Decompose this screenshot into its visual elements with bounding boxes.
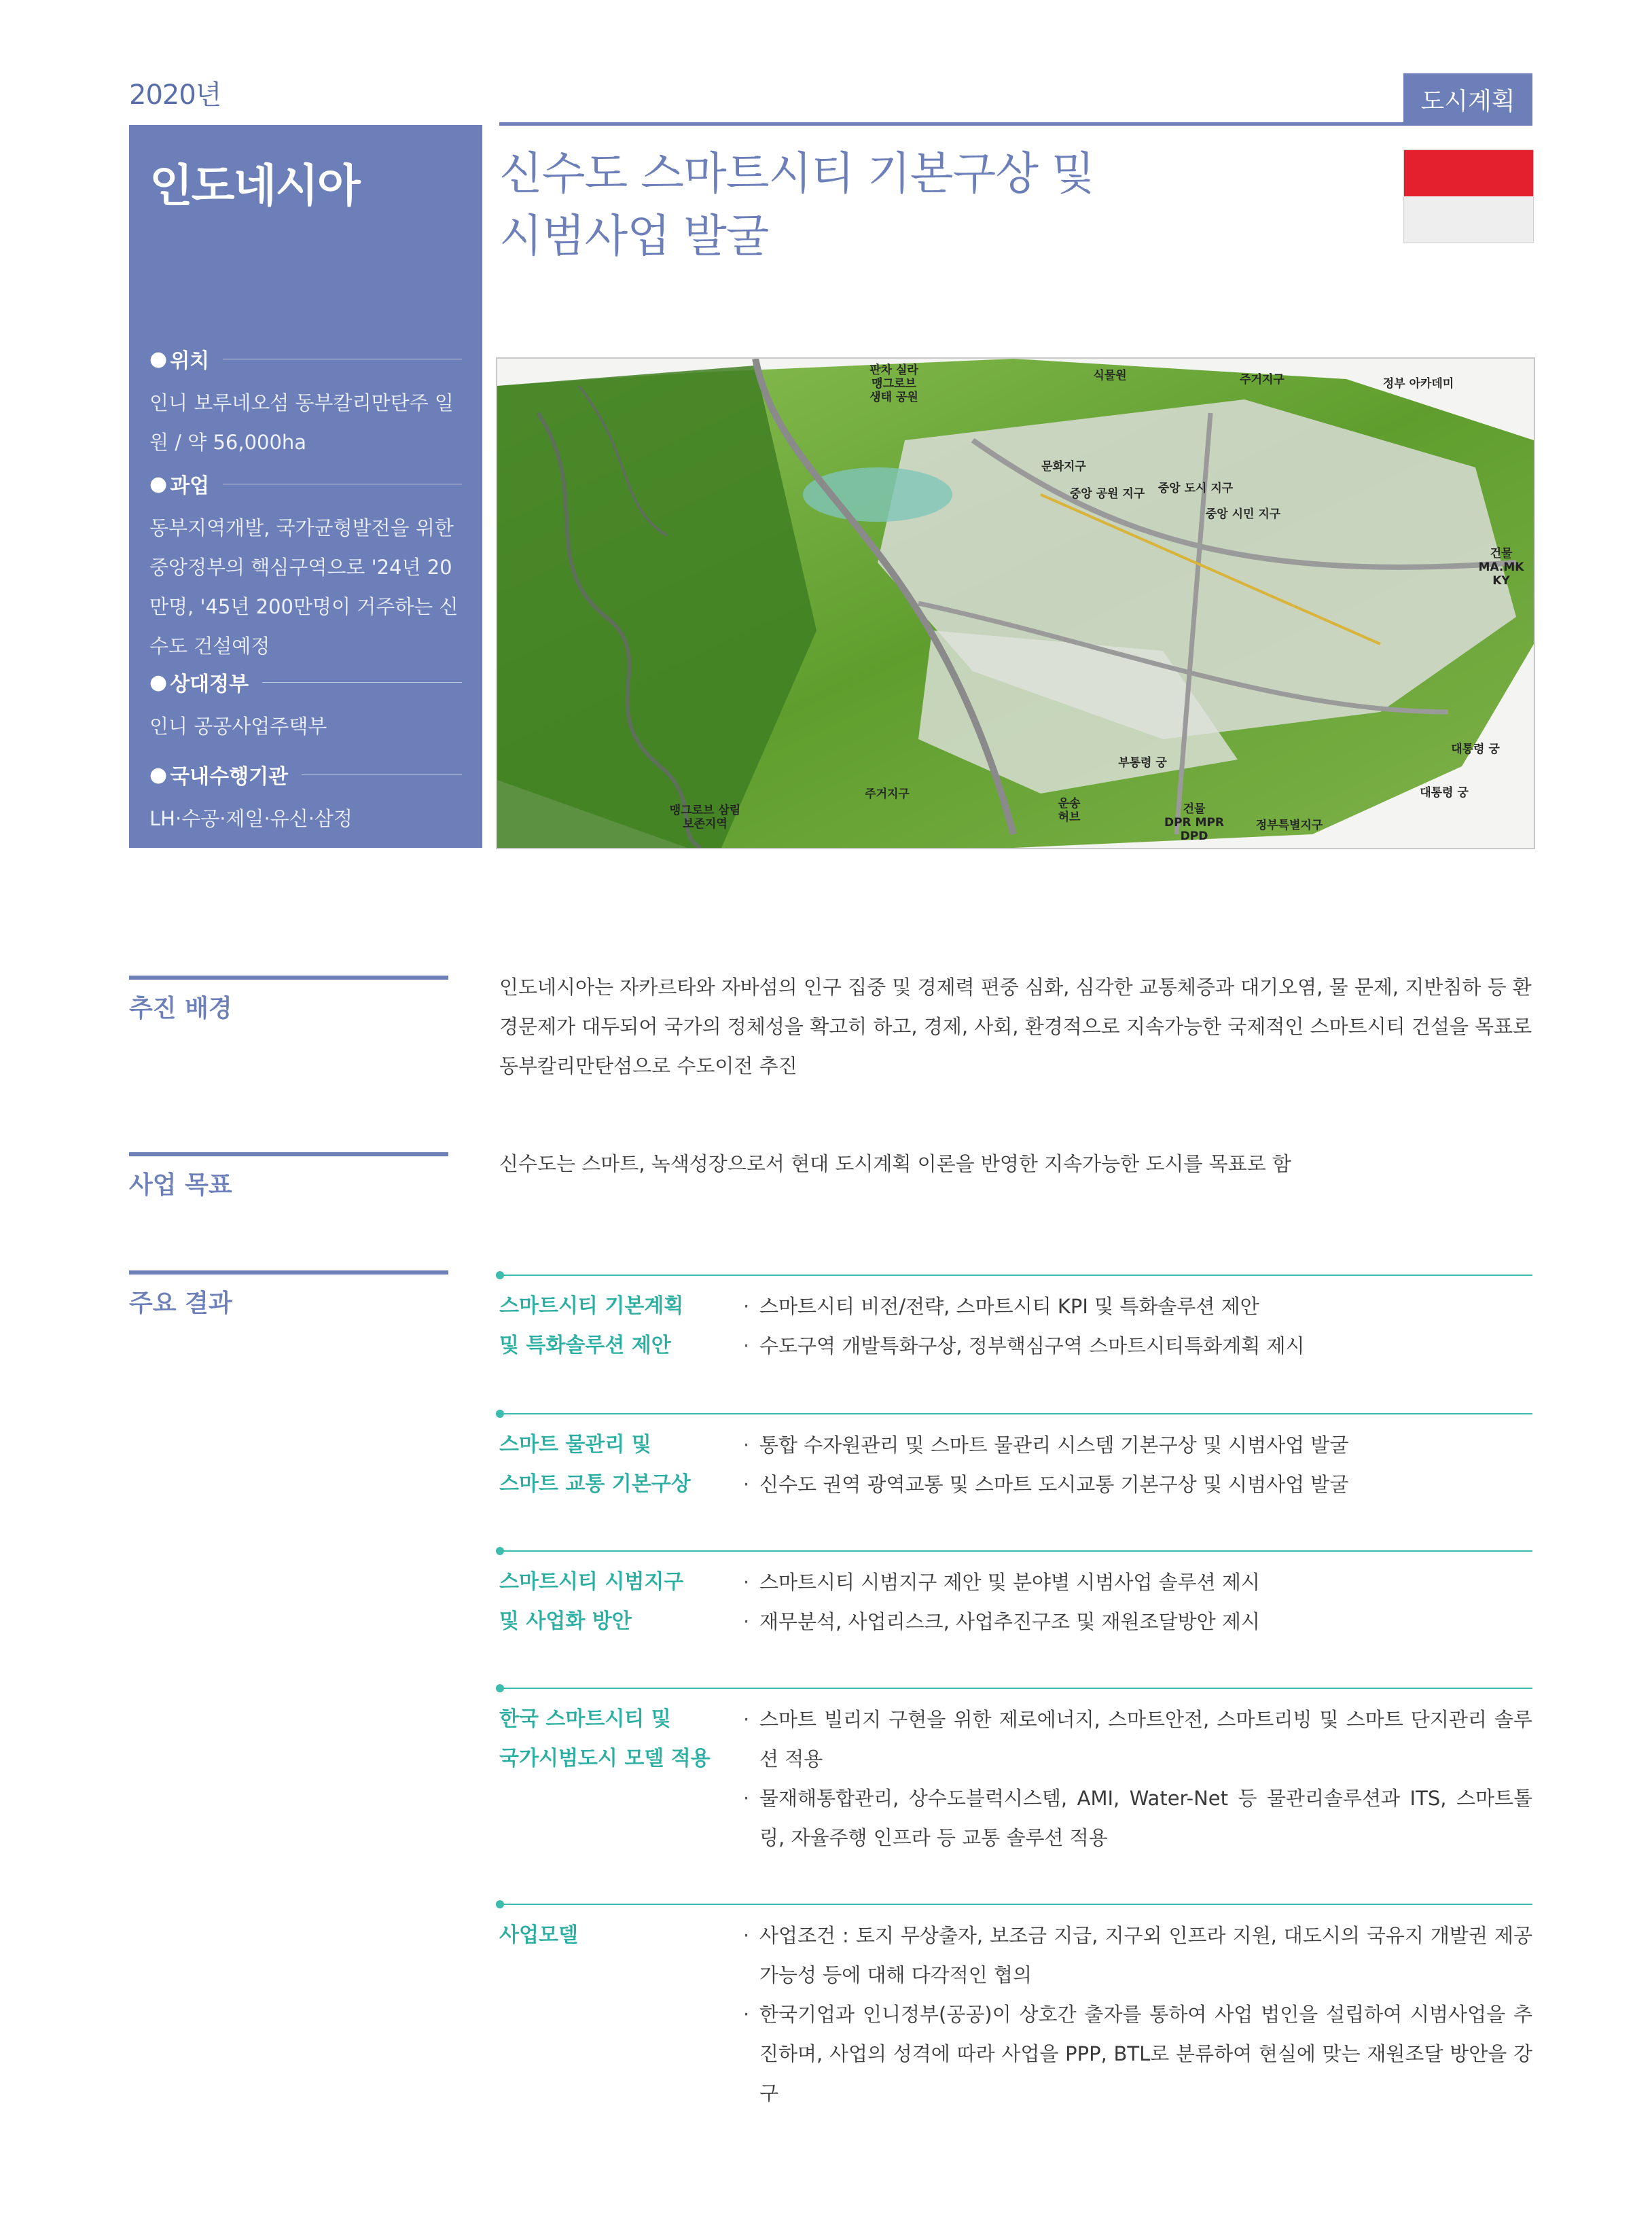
indonesia-flag-icon [1403, 149, 1534, 243]
map-label-building-dpr: 건물 [1183, 802, 1206, 816]
map-label-mangrove-park: 생태 공원 [869, 391, 918, 404]
category-tag: 도시계획 [1403, 73, 1532, 125]
section-bar [129, 976, 448, 980]
bullet-item: · 사업조건 : 토지 무상출자, 보조금 지급, 지구외 인프라 지원, 대도시의 국유지 개발권 제공 가능성 등에 대해 다각적인 협의 [740, 1916, 1532, 1995]
result-title: 스마트시티 시범지구 및 사업화 방안 [499, 1570, 684, 1633]
info-label: 위치 [170, 349, 210, 373]
result-divider [499, 1413, 1532, 1414]
info-location: ● 위치 인니 보루네오섬 동부칼리만탄주 일원 / 약 56,000ha [149, 344, 462, 462]
bullet-item: · 스마트 빌리지 구현을 위한 제로에너지, 스마트안전, 스마트리빙 및 스마트 단지관리 솔루션 적용 [740, 1700, 1532, 1779]
master-plan-map [496, 357, 1535, 849]
map-label-residential-north: 주거지구 [1240, 373, 1285, 387]
info-text: 인니 공공사업주택부 [149, 715, 327, 738]
info-text: 동부지역개발, 국가균형발전을 위한 중앙정부의 핵심구역으로 '24년 20만명, '45년 200만명이 거주하는 신수도 건설예정 [149, 516, 459, 658]
map-label-building-mk: KY [1492, 574, 1510, 588]
goal-text: 신수도는 스마트, 녹색성장으로서 현대 도시계획 이론을 반영한 지속가능한 도시를 목표로 함 [499, 1152, 1291, 1175]
section-bar [129, 1270, 448, 1275]
bullet-item: · 신수도 권역 광역교통 및 스마트 도시교통 기본구상 및 시범사업 발굴 [740, 1465, 1532, 1504]
result-title: 스마트시티 기본계획 및 특화솔루션 제안 [499, 1294, 684, 1357]
map-label-building-dpr: DPR MPR [1164, 816, 1225, 830]
map-label-mangrove-forest: 보존지역 [683, 817, 728, 831]
map-label-palace-2: 대통령 궁 [1420, 786, 1469, 800]
bullet-item: · 재무분석, 사업리스크, 사업추진구조 및 재원조달방안 제시 [740, 1602, 1532, 1641]
result-title: 스마트 물관리 및 스마트 교통 기본구상 [499, 1433, 691, 1496]
bullet-item: · 스마트시티 시범지구 제안 및 분야별 시범사업 솔루션 제시 [740, 1563, 1532, 1602]
side-info-panel [129, 125, 482, 848]
bullet-item: · 통합 수자원관리 및 스마트 물관리 시스템 기본구상 및 시범사업 발굴 [740, 1425, 1532, 1465]
year-label: 2020년 [129, 79, 221, 111]
section-title-results: 주요 결과 [129, 1289, 232, 1317]
info-partner-gov: ● 상대정부 인니 공공사업주택부 [149, 667, 462, 746]
map-label-central-city: 중앙 도시 지구 [1157, 482, 1234, 495]
map-label-mangrove-forest: 맹그로브 삼림 [669, 804, 741, 817]
title-rule [499, 122, 1532, 126]
bullet-item: · 한국기업과 인니정부(공공)이 상호간 출자를 통하여 사업 법인을 설립하여 시범사업을 추진하며, 사업의 성격에 따라 사업을 PPP, BTL로 분류하여 현실에 맞는 재원조달 방안을 강구 [740, 1995, 1532, 2113]
section-title-background: 추진 배경 [129, 995, 232, 1022]
map-label-palace-1: 대통령 궁 [1451, 743, 1500, 756]
result-title: 한국 스마트시티 및 국가시범도시 모델 적용 [499, 1707, 711, 1770]
map-label-building-dpr: DPD [1180, 830, 1208, 843]
result-bullets [740, 1700, 1532, 1857]
map-label-gov-academy: 정부 아카데미 [1382, 377, 1454, 391]
result-title: 사업모델 [499, 1923, 578, 1947]
project-title [499, 143, 1094, 268]
result-bullets [740, 1287, 1532, 1366]
result-divider [499, 1688, 1532, 1689]
map-label-building-mk: MA.MK [1478, 560, 1524, 574]
info-text: LH·수공·제일·유신·삼정 [149, 807, 353, 830]
info-label: 국내수행기관 [170, 765, 289, 789]
map-label-gov-special: 정부특별지구 [1255, 819, 1323, 832]
map-label-building-mk: 건물 [1490, 547, 1513, 560]
bullet-item: · 스마트시티 비전/전략, 스마트시티 KPI 및 특화솔루션 제안 [740, 1287, 1532, 1326]
project-title-line2: 시범사업 발굴 [499, 210, 769, 262]
map-label-transit: 허브 [1058, 810, 1081, 824]
map-label-botanical: 식물원 [1093, 369, 1127, 382]
map-label-central-park: 중앙 공원 지구 [1069, 487, 1145, 501]
background-text: 인도네시아는 자카르타와 자바섬의 인구 집중 및 경제력 편중 심화, 심각한 교통체증과 대기오염, 물 문제, 지반침하 등 환경문제가 대두되어 국가의 정체성을 확고히 하고, 경제, 사회, 환경적으로 지속가능한 국제적인 스마트시티 건설을 목표로 동부칼리만탄섬으로 수도이전 추진 [499, 976, 1532, 1077]
result-divider [499, 1275, 1532, 1276]
info-domestic-agency: ● 국내수행기관 LH·수공·제일·유신·삼정 [149, 760, 462, 838]
result-bullets [740, 1563, 1532, 1641]
bullet-item: · 수도구역 개발특화구상, 정부핵심구역 스마트시티특화계획 제시 [740, 1326, 1532, 1366]
country-name: 인도네시아 [149, 160, 359, 212]
map-label-mangrove-park: 판차 실라 [869, 363, 918, 377]
info-label: 과업 [170, 474, 210, 498]
map-label-residential-south: 주거지구 [865, 787, 910, 801]
map-label-mangrove-park: 맹그로브 [872, 377, 916, 391]
map-illustration [497, 359, 1534, 848]
section-bar [129, 1152, 448, 1156]
result-bullets [740, 1425, 1532, 1504]
info-text: 인니 보루네오섬 동부칼리만탄주 일원 / 약 56,000ha [149, 391, 454, 454]
map-label-transit: 운송 [1058, 797, 1081, 810]
info-task: ● 과업 동부지역개발, 국가균형발전을 위한 중앙정부의 핵심구역으로 '24년 20만명, '45년 200만명이 거주하는 신수도 건설예정 [149, 469, 462, 666]
map-label-culture: 문화지구 [1041, 460, 1086, 474]
result-divider [499, 1904, 1532, 1905]
project-title-line1: 신수도 스마트시티 기본구상 및 [499, 147, 1094, 200]
result-bullets [740, 1916, 1532, 2113]
section-title-goal: 사업 목표 [129, 1171, 232, 1199]
info-label: 상대정부 [170, 673, 249, 696]
result-divider [499, 1550, 1532, 1552]
map-label-vice-palace: 부통령 궁 [1118, 756, 1167, 770]
bullet-item: · 물재해통합관리, 상수도블럭시스템, AMI, Water-Net 등 물관리솔루션과 ITS, 스마트톨링, 자율주행 인프라 등 교통 솔루션 적용 [740, 1779, 1532, 1857]
map-label-central-civic: 중앙 시민 지구 [1205, 507, 1281, 521]
